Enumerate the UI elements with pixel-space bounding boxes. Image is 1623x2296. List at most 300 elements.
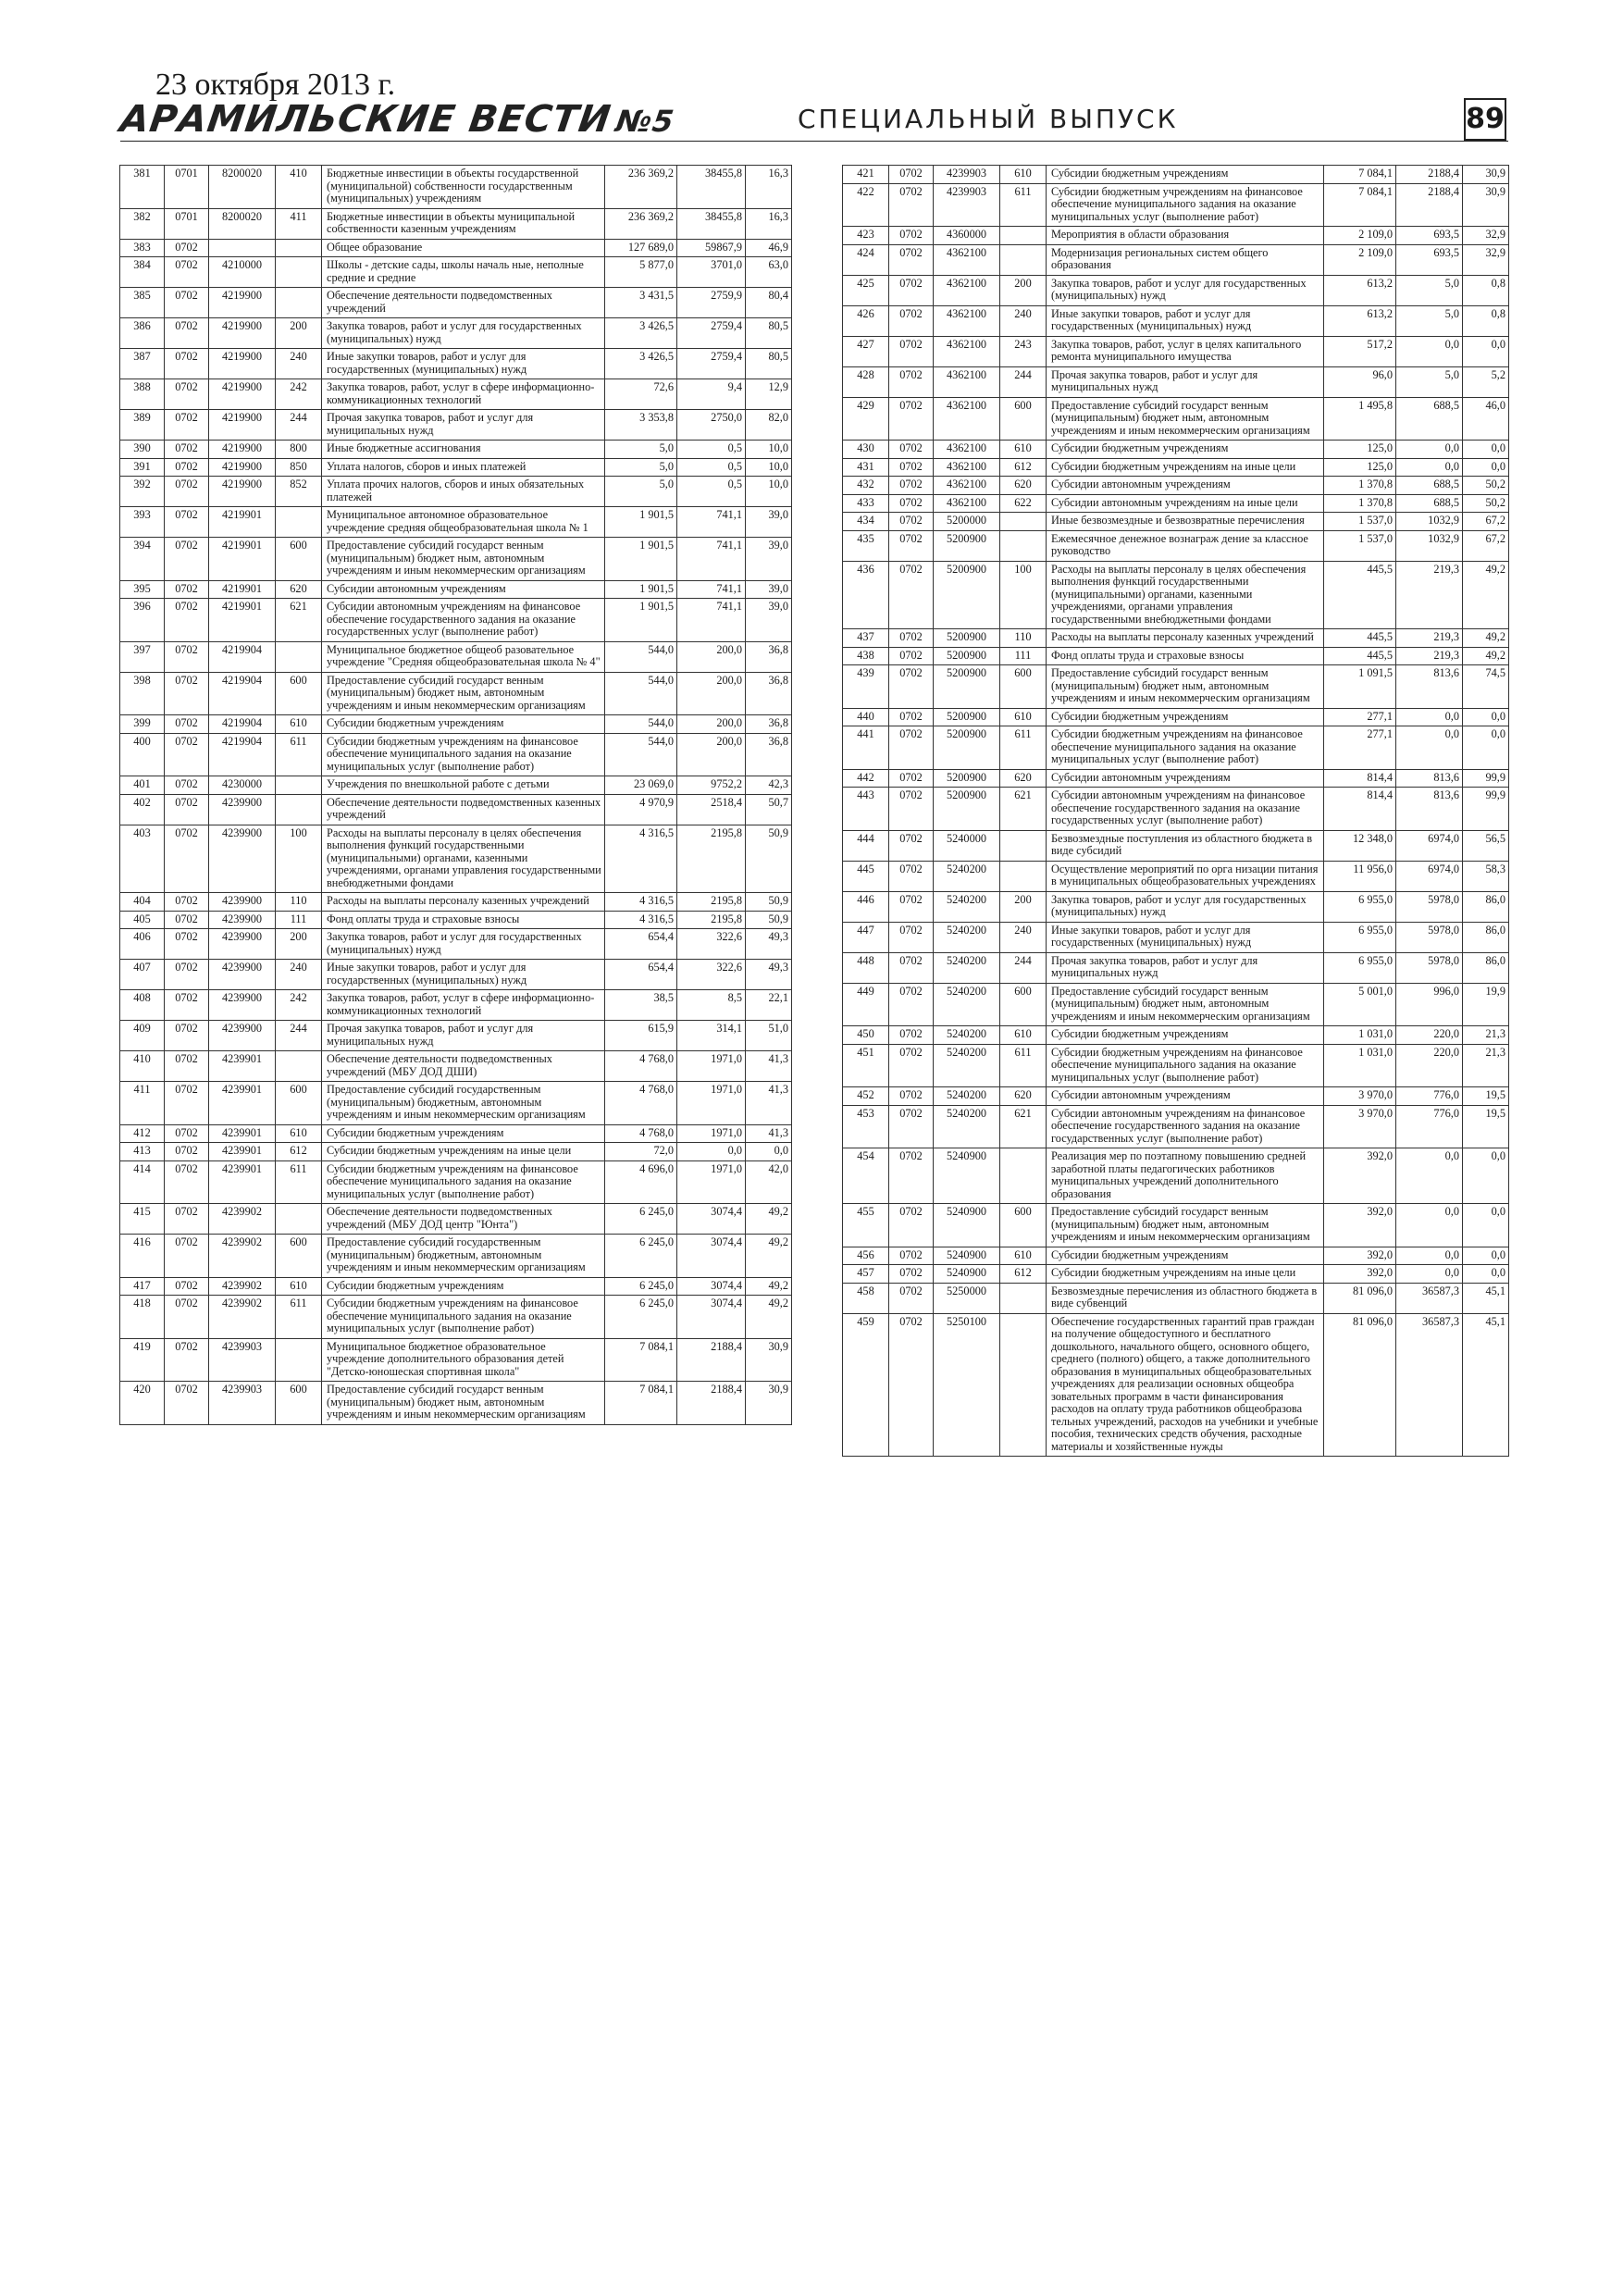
cell-no: 411 (120, 1082, 165, 1125)
cell-name: Иные закупки товаров, работ и услуг для государственных (муниципальных) нужд (1047, 922, 1324, 952)
cell-exec: 0,5 (677, 458, 746, 477)
table-row (843, 183, 1509, 227)
cell-name: Обеспечение деятельности подведомственных учреждений (МБУ ДОД центр "Юнта") (322, 1204, 605, 1235)
cell-name: Предоставление субсидий государст венным (муниципальным) бюджет ным, автономным учреждениям и иным некоммерческим организациям (1047, 1204, 1324, 1247)
cell-razdel: 0702 (889, 183, 934, 227)
cell-vid (276, 794, 322, 825)
cell-exec: 3074,4 (677, 1296, 746, 1339)
cell-vid: 240 (1000, 305, 1047, 336)
cell-razdel: 0702 (889, 397, 934, 441)
cell-razdel: 0702 (889, 166, 934, 184)
table-row (120, 410, 792, 441)
cell-razdel: 0701 (165, 208, 209, 239)
cell-amount: 1 537,0 (1324, 513, 1396, 531)
cell-statya: 4219901 (209, 507, 276, 538)
table-row (843, 769, 1509, 788)
cell-pct: 36,8 (746, 641, 792, 672)
cell-no: 450 (843, 1026, 889, 1045)
cell-exec: 693,5 (1396, 227, 1463, 245)
cell-name: Субсидии автономным учреждениям (1047, 1087, 1324, 1106)
header-divider (120, 141, 1508, 142)
cell-razdel: 0702 (165, 1082, 209, 1125)
cell-no: 396 (120, 599, 165, 642)
cell-name: Осуществление мероприятий по орга низации питания в муниципальных общеобразовательных учреждениях (1047, 861, 1324, 891)
cell-amount: 615,9 (605, 1021, 677, 1051)
cell-name: Субсидии бюджетным учреждениям на иные цели (322, 1143, 605, 1161)
cell-exec: 0,0 (1396, 458, 1463, 477)
cell-razdel: 0702 (165, 599, 209, 642)
cell-name: Субсидии бюджетным учреждениям на финансовое обеспечение муниципального задания на оказание муниципальных услуг (выполнение работ) (322, 1160, 605, 1204)
cell-no: 445 (843, 861, 889, 891)
cell-vid: 600 (276, 1235, 322, 1278)
cell-vid: 244 (276, 410, 322, 441)
cell-pct: 50,7 (746, 794, 792, 825)
cell-name: Субсидии бюджетным учреждениям (1047, 1247, 1324, 1265)
cell-razdel: 0702 (165, 538, 209, 581)
cell-razdel: 0702 (889, 788, 934, 831)
cell-name: Субсидии бюджетным учреждениям на иные цели (1047, 458, 1324, 477)
cell-pct: 30,9 (1463, 183, 1509, 227)
cell-statya: 5250000 (934, 1283, 1000, 1313)
cell-razdel: 0702 (889, 458, 934, 477)
table-row (843, 983, 1509, 1026)
table-row (843, 441, 1509, 459)
cell-razdel: 0702 (165, 379, 209, 410)
cell-name: Мероприятия в области образования (1047, 227, 1324, 245)
cell-statya: 4362100 (934, 305, 1000, 336)
cell-razdel: 0702 (889, 629, 934, 648)
cell-pct: 39,0 (746, 507, 792, 538)
cell-no: 387 (120, 349, 165, 379)
cell-pct: 99,9 (1463, 769, 1509, 788)
cell-no: 438 (843, 647, 889, 665)
cell-name: Субсидии бюджетным учреждениям на иные цели (1047, 1265, 1324, 1284)
cell-pct: 49,2 (1463, 629, 1509, 648)
cell-razdel: 0702 (165, 911, 209, 929)
table-row (843, 665, 1509, 709)
cell-amount: 236 369,2 (605, 166, 677, 209)
cell-vid: 610 (1000, 1247, 1047, 1265)
cell-exec: 3074,4 (677, 1235, 746, 1278)
table-row (120, 208, 792, 239)
cell-exec: 5,0 (1396, 366, 1463, 397)
cell-razdel: 0702 (889, 726, 934, 770)
cell-no: 408 (120, 990, 165, 1021)
cell-exec: 2188,4 (1396, 166, 1463, 184)
cell-exec: 2188,4 (1396, 183, 1463, 227)
cell-name: Прочая закупка товаров, работ и услуг для муниципальных нужд (322, 410, 605, 441)
cell-name: Учреждения по внешкольной работе с детьми (322, 776, 605, 795)
cell-exec: 5,0 (1396, 305, 1463, 336)
cell-statya: 4239900 (209, 960, 276, 990)
table-row (120, 441, 792, 459)
cell-no: 382 (120, 208, 165, 239)
cell-amount: 654,4 (605, 960, 677, 990)
cell-no: 395 (120, 580, 165, 599)
cell-exec: 741,1 (677, 580, 746, 599)
cell-razdel: 0702 (165, 893, 209, 912)
cell-razdel: 0702 (165, 960, 209, 990)
cell-vid: 200 (1000, 275, 1047, 305)
cell-vid: 244 (1000, 366, 1047, 397)
cell-razdel: 0702 (165, 1338, 209, 1382)
cell-amount: 5 877,0 (605, 257, 677, 288)
cell-vid: 622 (1000, 494, 1047, 513)
cell-amount: 6 245,0 (605, 1235, 677, 1278)
cell-name: Бюджетные инвестиции в объекты государственной (муниципальной) собственности государственным (муниципальных) учреждениям (322, 166, 605, 209)
cell-statya: 4362100 (934, 336, 1000, 366)
cell-pct: 10,0 (746, 458, 792, 477)
cell-pct: 86,0 (1463, 922, 1509, 952)
table-row (843, 1204, 1509, 1247)
cell-razdel: 0702 (889, 1148, 934, 1204)
cell-pct: 58,3 (1463, 861, 1509, 891)
cell-pct: 50,9 (746, 825, 792, 893)
cell-statya: 5240200 (934, 861, 1000, 891)
cell-statya: 5240200 (934, 952, 1000, 983)
cell-razdel: 0702 (165, 929, 209, 960)
cell-statya: 4219904 (209, 715, 276, 734)
cell-no: 401 (120, 776, 165, 795)
cell-name: Общее образование (322, 239, 605, 257)
budget-table-right-body (843, 166, 1509, 1457)
cell-amount: 544,0 (605, 715, 677, 734)
cell-razdel: 0702 (165, 1021, 209, 1051)
table-row (843, 513, 1509, 531)
table-row (843, 1283, 1509, 1313)
cell-vid: 611 (1000, 1044, 1047, 1087)
cell-statya: 4219900 (209, 477, 276, 507)
cell-razdel: 0702 (889, 1105, 934, 1148)
cell-vid (276, 507, 322, 538)
cell-pct: 49,2 (746, 1204, 792, 1235)
table-row (843, 891, 1509, 922)
cell-statya: 4362100 (934, 244, 1000, 275)
cell-vid (1000, 861, 1047, 891)
cell-vid: 200 (276, 929, 322, 960)
cell-amount: 1 370,8 (1324, 477, 1396, 495)
cell-no: 425 (843, 275, 889, 305)
cell-no: 446 (843, 891, 889, 922)
table-row (843, 494, 1509, 513)
cell-no: 423 (843, 227, 889, 245)
cell-exec: 2188,4 (677, 1382, 746, 1425)
cell-razdel: 0702 (889, 530, 934, 561)
cell-exec: 322,6 (677, 929, 746, 960)
cell-statya: 4239900 (209, 911, 276, 929)
cell-razdel: 0702 (165, 794, 209, 825)
cell-no: 434 (843, 513, 889, 531)
cell-name: Закупка товаров, работ и услуг для государственных (муниципальных) нужд (1047, 891, 1324, 922)
cell-vid: 244 (276, 1021, 322, 1051)
cell-amount: 7 084,1 (1324, 166, 1396, 184)
cell-amount: 11 956,0 (1324, 861, 1396, 891)
cell-name: Предоставление субсидий государственным (муниципальным) бюджетным, автономным учреждениям и иным некоммерческим организациям (322, 1235, 605, 1278)
cell-name: Иные закупки товаров, работ и услуг для государственных (муниципальных) нужд (322, 960, 605, 990)
cell-pct: 45,1 (1463, 1283, 1509, 1313)
cell-no: 391 (120, 458, 165, 477)
cell-name: Безвозмездные перечисления из областного бюджета в виде субвенций (1047, 1283, 1324, 1313)
cell-vid: 600 (1000, 1204, 1047, 1247)
cell-pct: 42,3 (746, 776, 792, 795)
cell-pct: 41,3 (746, 1124, 792, 1143)
cell-name: Субсидии автономным учреждениям (1047, 769, 1324, 788)
table-row (843, 166, 1509, 184)
table-row (120, 580, 792, 599)
cell-exec: 0,5 (677, 441, 746, 459)
cell-name: Реализация мер по поэтапному повышению средней заработной платы педагогических работников муниципальных учреждений дополнительного образования (1047, 1148, 1324, 1204)
cell-exec: 3074,4 (677, 1204, 746, 1235)
cell-name: Предоставление субсидий государст венным (муниципальным) бюджет ным, автономным учреждениям и иным некоммерческим организациям (1047, 983, 1324, 1026)
table-row (120, 166, 792, 209)
cell-pct: 5,2 (1463, 366, 1509, 397)
cell-pct: 49,2 (746, 1277, 792, 1296)
cell-no: 420 (120, 1382, 165, 1425)
cell-exec: 219,3 (1396, 561, 1463, 629)
cell-name: Фонд оплаты труда и страховые взносы (322, 911, 605, 929)
cell-razdel: 0702 (165, 1160, 209, 1204)
cell-name: Уплата прочих налогов, сборов и иных обязательных платежей (322, 477, 605, 507)
cell-statya: 4239903 (934, 183, 1000, 227)
cell-no: 440 (843, 708, 889, 726)
cell-name: Безвозмездные поступления из областного бюджета в виде субсидий (1047, 830, 1324, 861)
cell-vid (276, 1204, 322, 1235)
page-number: 89 (1464, 98, 1506, 141)
cell-razdel: 0702 (165, 1296, 209, 1339)
cell-amount: 4 316,5 (605, 825, 677, 893)
cell-statya: 5200900 (934, 530, 1000, 561)
cell-name: Субсидии бюджетным учреждениям (322, 1124, 605, 1143)
cell-vid: 610 (276, 1124, 322, 1143)
cell-statya: 4362100 (934, 397, 1000, 441)
cell-statya: 4239903 (209, 1338, 276, 1382)
cell-exec: 200,0 (677, 672, 746, 715)
cell-razdel: 0702 (889, 1283, 934, 1313)
cell-vid: 611 (276, 733, 322, 776)
cell-amount: 4 768,0 (605, 1051, 677, 1082)
cell-vid (276, 1338, 322, 1382)
cell-exec: 5978,0 (1396, 891, 1463, 922)
cell-name: Предоставление субсидий государст венным (муниципальным) бюджет ным, автономным учреждениям и иным некоммерческим организациям (1047, 397, 1324, 441)
table-row (120, 794, 792, 825)
cell-razdel: 0702 (165, 1277, 209, 1296)
cell-vid: 611 (1000, 726, 1047, 770)
table-row (843, 1026, 1509, 1045)
table-row (120, 929, 792, 960)
cell-amount: 4 768,0 (605, 1124, 677, 1143)
cell-exec: 0,0 (1396, 726, 1463, 770)
table-row (843, 708, 1509, 726)
cell-amount: 1 901,5 (605, 538, 677, 581)
cell-vid: 100 (276, 825, 322, 893)
cell-razdel: 0702 (889, 1044, 934, 1087)
table-row (843, 952, 1509, 983)
cell-no: 388 (120, 379, 165, 410)
cell-exec: 996,0 (1396, 983, 1463, 1026)
table-row (843, 530, 1509, 561)
cell-exec: 220,0 (1396, 1044, 1463, 1087)
cell-vid: 240 (276, 960, 322, 990)
cell-razdel: 0702 (889, 983, 934, 1026)
cell-razdel: 0702 (165, 349, 209, 379)
cell-razdel: 0702 (889, 227, 934, 245)
cell-name: Иные закупки товаров, работ и услуг для государственных (муниципальных) нужд (1047, 305, 1324, 336)
cell-no: 384 (120, 257, 165, 288)
cell-amount: 5,0 (605, 477, 677, 507)
cell-statya: 5240200 (934, 891, 1000, 922)
table-row (843, 1148, 1509, 1204)
cell-statya: 5200900 (934, 665, 1000, 709)
cell-vid (1000, 1148, 1047, 1204)
table-row (120, 733, 792, 776)
cell-amount: 5,0 (605, 458, 677, 477)
cell-razdel: 0702 (165, 990, 209, 1021)
cell-no: 427 (843, 336, 889, 366)
table-row (120, 672, 792, 715)
cell-statya: 4239901 (209, 1051, 276, 1082)
cell-amount: 6 955,0 (1324, 922, 1396, 952)
cell-amount: 6 245,0 (605, 1204, 677, 1235)
cell-vid: 200 (1000, 891, 1047, 922)
cell-razdel: 0702 (165, 1204, 209, 1235)
cell-statya: 4362100 (934, 458, 1000, 477)
cell-amount: 544,0 (605, 672, 677, 715)
cell-statya: 4219901 (209, 599, 276, 642)
cell-statya: 4239903 (209, 1382, 276, 1425)
cell-statya: 4219900 (209, 441, 276, 459)
cell-vid: 600 (1000, 983, 1047, 1026)
cell-vid: 620 (1000, 1087, 1047, 1106)
cell-name: Прочая закупка товаров, работ и услуг для муниципальных нужд (322, 1021, 605, 1051)
cell-name: Субсидии бюджетным учреждениям на финансовое обеспечение муниципального задания на оказание муниципальных услуг (выполнение работ) (1047, 726, 1324, 770)
cell-amount: 7 084,1 (605, 1338, 677, 1382)
cell-pct: 41,3 (746, 1051, 792, 1082)
cell-vid: 242 (276, 379, 322, 410)
cell-razdel: 0702 (889, 561, 934, 629)
cell-name: Муниципальное бюджетное образовательное учреждение дополнительного образования детей "Детско-юношеская спортивная школа" (322, 1338, 605, 1382)
cell-exec: 688,5 (1396, 494, 1463, 513)
cell-no: 409 (120, 1021, 165, 1051)
budget-table-right (842, 165, 1509, 1457)
cell-razdel: 0702 (889, 494, 934, 513)
cell-vid: 621 (1000, 788, 1047, 831)
cell-name: Уплата налогов, сборов и иных платежей (322, 458, 605, 477)
cell-pct: 10,0 (746, 477, 792, 507)
cell-name: Фонд оплаты труда и страховые взносы (1047, 647, 1324, 665)
cell-statya: 5240200 (934, 1044, 1000, 1087)
cell-name: Субсидии бюджетным учреждениям на финансовое обеспечение муниципального задания на оказание муниципальных услуг (выполнение работ) (322, 1296, 605, 1339)
cell-exec: 1971,0 (677, 1160, 746, 1204)
table-row (843, 336, 1509, 366)
cell-razdel: 0702 (165, 257, 209, 288)
cell-amount: 236 369,2 (605, 208, 677, 239)
cell-pct: 49,3 (746, 929, 792, 960)
cell-razdel: 0702 (889, 952, 934, 983)
cell-razdel: 0702 (889, 305, 934, 336)
cell-pct: 67,2 (1463, 530, 1509, 561)
cell-no: 386 (120, 318, 165, 349)
newspaper-name: АРАМИЛЬСКИЕ ВЕСТИ (117, 98, 614, 141)
cell-vid (276, 239, 322, 257)
cell-razdel: 0702 (889, 513, 934, 531)
table-row (843, 726, 1509, 770)
cell-exec: 1032,9 (1396, 530, 1463, 561)
cell-exec: 741,1 (677, 507, 746, 538)
table-row (843, 1044, 1509, 1087)
table-row (843, 1105, 1509, 1148)
cell-amount: 445,5 (1324, 647, 1396, 665)
cell-exec: 813,6 (1396, 788, 1463, 831)
cell-pct: 39,0 (746, 538, 792, 581)
cell-pct: 50,2 (1463, 477, 1509, 495)
cell-statya: 4219901 (209, 538, 276, 581)
cell-exec: 1032,9 (1396, 513, 1463, 531)
cell-no: 459 (843, 1313, 889, 1457)
table-row (120, 990, 792, 1021)
cell-exec: 200,0 (677, 733, 746, 776)
cell-name: Обеспечение деятельности подведомственных учреждений (322, 288, 605, 318)
cell-exec: 1971,0 (677, 1124, 746, 1143)
cell-vid: 600 (276, 1382, 322, 1425)
cell-name: Обеспечение деятельности подведомственных казенных учреждений (322, 794, 605, 825)
cell-exec: 0,0 (1396, 441, 1463, 459)
cell-name: Субсидии бюджетным учреждениям на финансовое обеспечение муниципального задания на оказание муниципальных услуг (выполнение работ) (322, 733, 605, 776)
cell-vid: 610 (1000, 441, 1047, 459)
section-title: СПЕЦИАЛЬНЫЙ ВЫПУСК (798, 104, 1179, 134)
table-row (120, 507, 792, 538)
cell-name: Ежемесячное денежное вознаграж дение за классное руководство (1047, 530, 1324, 561)
cell-exec: 2195,8 (677, 911, 746, 929)
cell-statya: 4219900 (209, 349, 276, 379)
cell-exec: 314,1 (677, 1021, 746, 1051)
cell-exec: 2750,0 (677, 410, 746, 441)
cell-statya: 4239901 (209, 1160, 276, 1204)
cell-amount: 4 696,0 (605, 1160, 677, 1204)
budget-table-left-body (120, 166, 792, 1425)
cell-statya: 4362100 (934, 494, 1000, 513)
cell-razdel: 0702 (889, 647, 934, 665)
cell-exec: 2195,8 (677, 893, 746, 912)
cell-no: 421 (843, 166, 889, 184)
cell-name: Субсидии автономным учреждениям (322, 580, 605, 599)
cell-exec: 741,1 (677, 599, 746, 642)
cell-razdel: 0702 (165, 1143, 209, 1161)
cell-no: 456 (843, 1247, 889, 1265)
cell-name: Субсидии автономным учреждениям на финансовое обеспечение государственного задания на оказание государственных услуг (выполнение работ) (322, 599, 605, 642)
cell-amount: 814,4 (1324, 769, 1396, 788)
cell-no: 451 (843, 1044, 889, 1087)
cell-amount: 4 316,5 (605, 911, 677, 929)
cell-exec: 0,0 (1396, 1265, 1463, 1284)
cell-amount: 392,0 (1324, 1148, 1396, 1204)
cell-exec: 9,4 (677, 379, 746, 410)
cell-statya: 4239900 (209, 893, 276, 912)
table-row (843, 1265, 1509, 1284)
cell-exec: 200,0 (677, 715, 746, 734)
issue-number: №5 (613, 104, 677, 139)
cell-razdel: 0702 (165, 825, 209, 893)
cell-pct: 36,8 (746, 715, 792, 734)
cell-name: Обеспечение государственных гарантий прав граждан на получение общедоступного и бесплатного дошкольного, начального общего, основного общего, среднего (полного) общего, а также дополнительного образования в муниципальных общеобразовательных учреждениях для реализации основных общеобра зовательных программ в части финансирования расходов на оплату труда работников общеобразова тельных учреждений, расходов на учебники и учебные пособия, технических средств обучения, расходные материалы и хозяйственные нужды (1047, 1313, 1324, 1457)
table-row (120, 1124, 792, 1143)
cell-exec: 322,6 (677, 960, 746, 990)
cell-exec: 219,3 (1396, 629, 1463, 648)
cell-no: 414 (120, 1160, 165, 1204)
cell-pct: 56,5 (1463, 830, 1509, 861)
table-row (120, 257, 792, 288)
cell-vid: 600 (276, 1082, 322, 1125)
cell-no: 444 (843, 830, 889, 861)
